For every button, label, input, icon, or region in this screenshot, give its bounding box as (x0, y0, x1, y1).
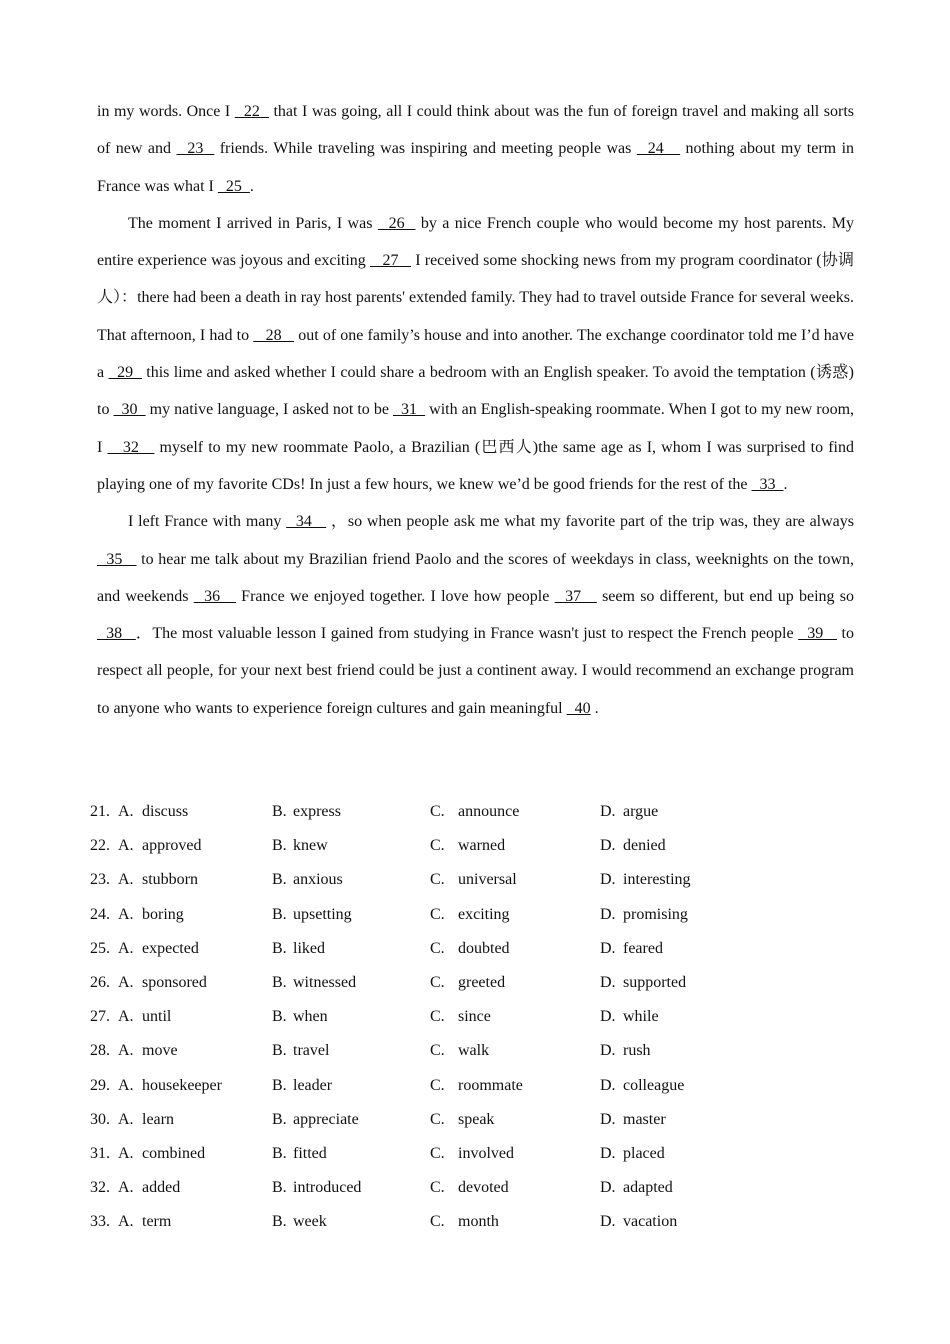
option-a-letter: A. (118, 1213, 134, 1231)
option-b-letter: B. (272, 1008, 287, 1026)
question-number: 31. (90, 1144, 110, 1162)
option-a: sponsored (142, 973, 207, 991)
question-row (90, 1004, 850, 1038)
option-b-letter: B. (272, 1179, 287, 1197)
option-d-letter: D. (600, 1076, 616, 1094)
option-b: upsetting (293, 905, 352, 923)
text-run: with an English-speaking roommate. When I got to my new room, I (97, 401, 855, 456)
question-number: 26. (90, 973, 110, 991)
option-b: appreciate (293, 1110, 359, 1128)
option-c-letter: C. (430, 871, 445, 889)
question-number: 23. (90, 871, 110, 889)
option-a-letter: A. (118, 939, 134, 957)
option-c-letter: C. (430, 939, 445, 957)
blank-24: 24 (636, 140, 681, 158)
blank-38: 38 (97, 625, 136, 643)
option-d-letter: D. (600, 1042, 616, 1060)
option-d: feared (623, 939, 663, 957)
option-b-letter: B. (272, 1144, 287, 1162)
question-number: 28. (90, 1042, 110, 1060)
blank-31: 31 (392, 401, 426, 419)
blank-32: 32 (107, 438, 155, 456)
question-row (90, 1141, 850, 1175)
question-row (90, 1209, 850, 1243)
option-d-letter: D. (600, 1179, 616, 1197)
text-run: I left France with many (128, 513, 287, 531)
paragraph-1 (97, 93, 854, 205)
option-c: roommate (458, 1076, 523, 1094)
blank-30: 30 (113, 401, 146, 419)
text-run: that I was going, all I could think about was the fun of foreign travel and making all sorts of new and (97, 103, 855, 158)
option-b-letter: B. (272, 1110, 287, 1128)
option-b-letter: B. (272, 1213, 287, 1231)
text-run: ，so when people ask me what my favorite part of the trip was, they are always (326, 513, 855, 531)
option-d: supported (623, 973, 687, 991)
text-run: France we enjoyed together. I love how people (235, 587, 555, 605)
option-a-letter: A. (118, 803, 134, 820)
option-c-letter: C. (430, 1213, 445, 1231)
option-c: month (458, 1213, 499, 1231)
option-a: move (142, 1042, 178, 1060)
option-a: term (142, 1213, 172, 1231)
option-d: colleague (623, 1076, 685, 1094)
option-c: announce (458, 803, 520, 820)
option-a: approved (142, 837, 202, 855)
blank-26: 26 (377, 214, 416, 232)
option-d-letter: D. (600, 871, 616, 889)
paragraph-2 (97, 205, 854, 503)
option-a-letter: A. (118, 973, 134, 991)
option-b: week (293, 1213, 327, 1231)
question-row (90, 1175, 850, 1209)
option-d-letter: D. (600, 1110, 616, 1128)
text-run: . (590, 699, 599, 717)
option-c: walk (458, 1042, 490, 1060)
option-d: vacation (623, 1213, 678, 1231)
option-b-letter: B. (272, 1042, 287, 1060)
text-run: friends. While traveling was inspiring and meeting people was (214, 140, 637, 158)
option-b-letter: B. (272, 803, 287, 820)
option-a-letter: A. (118, 1008, 134, 1026)
option-a-letter: A. (118, 905, 134, 923)
option-a: expected (142, 939, 199, 957)
question-number: 32. (90, 1179, 110, 1197)
option-d: promising (623, 905, 688, 923)
text-run: . (249, 177, 254, 195)
blank-40: 40 (566, 699, 591, 717)
text-run: The moment I arrived in Paris, I was (128, 214, 378, 232)
option-b: introduced (293, 1179, 362, 1197)
blank-23: 23 (176, 140, 215, 158)
option-b: leader (293, 1076, 333, 1094)
option-c: speak (458, 1110, 495, 1128)
blank-37: 37 (554, 587, 597, 605)
question-row (90, 1038, 850, 1072)
option-b-letter: B. (272, 973, 287, 991)
option-a-letter: A. (118, 1042, 134, 1060)
option-d-letter: D. (600, 939, 616, 957)
question-number: 33. (90, 1213, 110, 1231)
question-number: 22. (90, 837, 110, 855)
option-b-letter: B. (272, 1076, 287, 1094)
question-row (90, 867, 850, 901)
option-d-letter: D. (600, 1144, 616, 1162)
option-c-letter: C. (430, 803, 445, 820)
option-c-letter: C. (430, 1076, 445, 1094)
option-b: liked (293, 939, 325, 957)
blank-35: 35 (97, 550, 137, 568)
option-d-letter: D. (600, 1008, 616, 1026)
question-row (90, 833, 850, 867)
blank-27: 27 (369, 252, 412, 270)
question-number: 24. (90, 905, 110, 923)
option-c-letter: C. (430, 1042, 445, 1060)
option-a-letter: A. (118, 1179, 134, 1197)
question-row (90, 936, 850, 970)
option-a: housekeeper (142, 1076, 222, 1094)
blank-29: 29 (108, 364, 142, 382)
option-b-letter: B. (272, 837, 287, 855)
question-number: 21. (90, 803, 110, 820)
blank-36: 36 (193, 587, 236, 605)
question-number: 25. (90, 939, 110, 957)
question-row (90, 1107, 850, 1141)
text-run: . (783, 475, 788, 493)
option-c: exciting (458, 905, 510, 923)
blank-34: 34 (286, 513, 327, 531)
question-row (90, 1073, 850, 1107)
text-run: ．The most valuable lesson I gained from studying in France wasn't just to respect the French people (135, 625, 799, 643)
question-number: 29. (90, 1076, 110, 1094)
option-c-letter: C. (430, 1179, 445, 1197)
option-d-letter: D. (600, 973, 616, 991)
option-c: warned (458, 837, 506, 855)
option-a: boring (142, 905, 184, 923)
question-row (90, 970, 850, 1004)
text-run: in my words. Once I (97, 103, 235, 120)
text-run: to respect all people, for your next best friend could be just a continent away. I would recommend an exchange program to anyone who wants to experience foreign cultures and gain meaningful (97, 625, 854, 717)
option-b: fitted (293, 1144, 327, 1162)
option-b: witnessed (293, 973, 357, 991)
text-run: myself to my new roommate Paolo, a Brazilian (巴西人)the same age as I, whom I was surprised to find playing one of my favorite CDs! In just a few hours, we knew we’d be good friends for the rest of the (97, 438, 855, 493)
option-a-letter: A. (118, 1076, 134, 1094)
option-c-letter: C. (430, 1008, 445, 1026)
blank-39: 39 (798, 625, 837, 643)
option-d: argue (623, 803, 659, 820)
text-run: nothing about my term in France was what I (97, 140, 855, 195)
question-row (90, 799, 850, 833)
text-run: by a nice French couple who would become my host parents. My entire experience was joyous and exciting (97, 214, 854, 270)
paragraph-3 (97, 503, 854, 727)
option-d-letter: D. (600, 837, 616, 855)
option-d-letter: D. (600, 803, 616, 820)
option-c-letter: C. (430, 973, 445, 991)
blank-28: 28 (253, 326, 295, 344)
question-row (90, 902, 850, 936)
blank-25: 25 (217, 177, 250, 195)
option-c-letter: C. (430, 1110, 445, 1128)
option-b: anxious (293, 871, 343, 889)
option-d: denied (623, 837, 666, 855)
option-d-letter: D. (600, 905, 616, 923)
option-c-letter: C. (430, 905, 445, 923)
option-c-letter: C. (430, 837, 445, 855)
option-b-letter: B. (272, 939, 287, 957)
blank-22: 22 (234, 103, 269, 120)
option-b-letter: B. (272, 871, 287, 889)
option-d: while (623, 1008, 659, 1026)
text-run: this lime and asked whether I could share a bedroom with an English speaker. To avoid the temptation (诱惑) to (97, 364, 854, 419)
option-b: travel (293, 1042, 330, 1060)
cloze-passage (97, 93, 854, 727)
option-a: added (142, 1179, 181, 1197)
option-a-letter: A. (118, 871, 134, 889)
option-b: knew (293, 837, 328, 855)
option-a-letter: A. (118, 837, 134, 855)
option-c-letter: C. (430, 1144, 445, 1162)
option-d: adapted (623, 1179, 673, 1197)
option-d: interesting (623, 871, 691, 889)
option-a-letter: A. (118, 1144, 134, 1162)
question-number: 30. (90, 1110, 110, 1128)
option-c: since (458, 1008, 491, 1026)
option-d: rush (623, 1042, 651, 1060)
option-c: greeted (458, 973, 506, 991)
option-c: doubted (458, 939, 510, 957)
option-b: express (293, 803, 341, 820)
option-c: devoted (458, 1179, 509, 1197)
option-a: discuss (142, 803, 189, 820)
option-a: until (142, 1008, 172, 1026)
option-d: placed (623, 1144, 665, 1162)
option-c: involved (458, 1144, 514, 1162)
option-a: learn (142, 1110, 174, 1128)
option-b-letter: B. (272, 905, 287, 923)
text-run: seem so different, but end up being so (596, 587, 855, 605)
option-a: stubborn (142, 871, 198, 889)
text-run: I received some shocking news from my program coordinator (协调 人）：there had been a death in ray host parents' extended family. They had to travel outside France for several weeks. That afternoon, I had to (97, 252, 854, 344)
option-c: universal (458, 871, 517, 889)
option-a: combined (142, 1144, 206, 1162)
text-run: out of one family’s house and into another. The exchange coordinator told me I’d have a (97, 326, 855, 382)
text-run: my native language, I asked not to be (145, 401, 393, 419)
option-d-letter: D. (600, 1213, 616, 1231)
answer-options (90, 799, 850, 1243)
question-number: 27. (90, 1008, 110, 1026)
option-b: when (293, 1008, 328, 1026)
option-d: master (623, 1110, 666, 1128)
text-run: to hear me talk about my Brazilian friend Paolo and the scores of weekdays in class, weeknights on the town, and weekends (97, 550, 854, 605)
blank-33: 33 (751, 475, 784, 493)
option-a-letter: A. (118, 1110, 134, 1128)
